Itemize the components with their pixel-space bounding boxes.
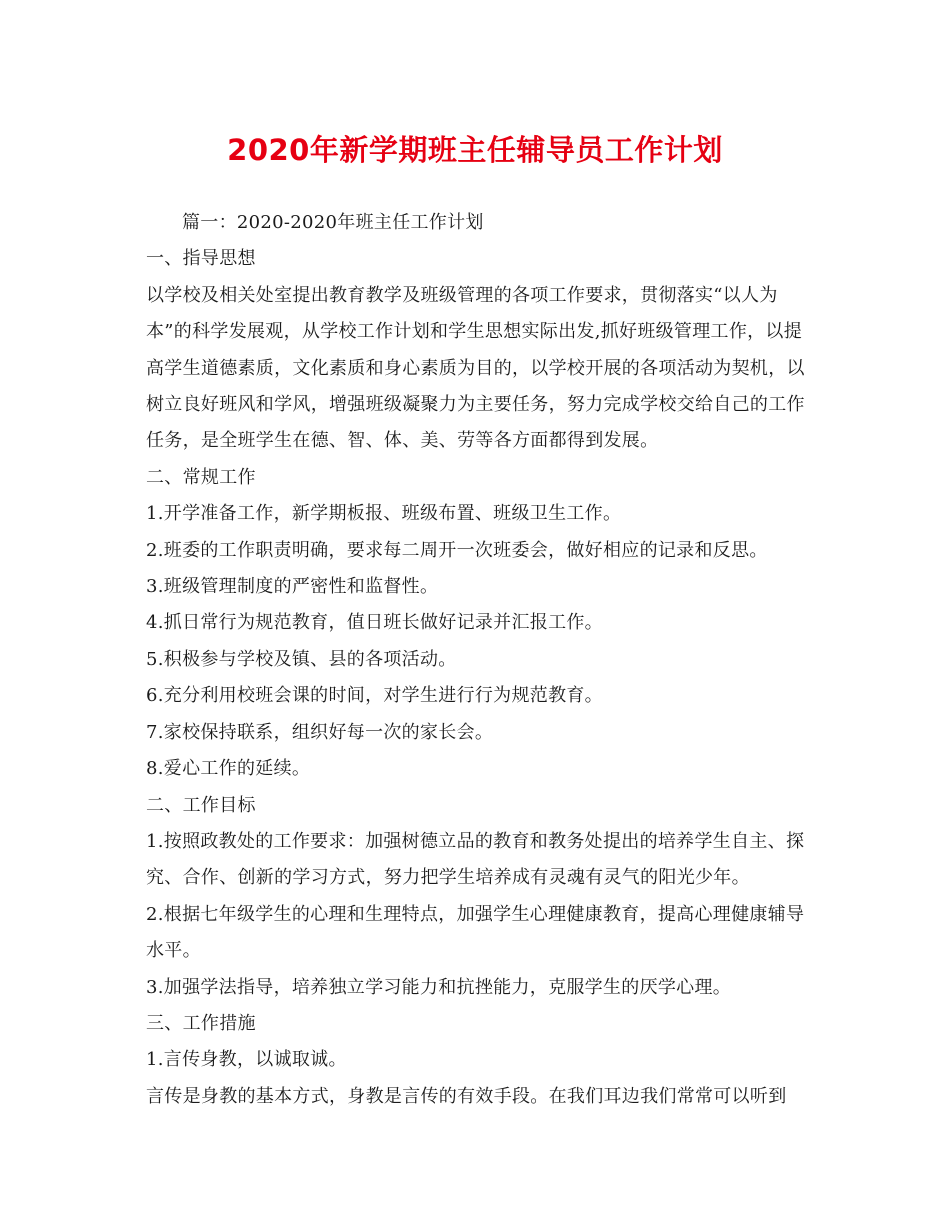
list-item: 3.加强学法指导，培养独立学习能力和抗挫能力，克服学生的厌学心理。 (146, 976, 732, 998)
list-item: 2.班委的工作职责明确，要求每二周开一次班委会，做好相应的记录和反思。 (146, 539, 768, 561)
list-item: 2.根据七年级学生的心理和生理特点，加强学生心理健康教育，提高心理健康辅导水平。 (146, 903, 805, 962)
list-item: 8.爱心工作的延续。 (146, 758, 311, 780)
list-item: 4.抓日常行为规范教育，值日班长做好记录并汇报工作。 (146, 612, 603, 634)
list-item: 1.开学准备工作，新学期板报、班级布置、班级卫生工作。 (146, 503, 622, 525)
list-item: 5.积极参与学校及镇、县的各项活动。 (146, 648, 457, 670)
list-item: 1.言传身教，以诚取诚。 (146, 1049, 347, 1071)
section-heading-work-goals: 二、工作目标 (146, 794, 256, 816)
body-paragraph: 以学校及相关处室提出教育教学及班级管理的各项工作要求，贯彻落实“以人为本”的科学发展观，从学校工作计划和学生思想实际出发,抓好班级管理工作，以提高学生道德素质，文化素质和身心素质为目的，以学校开展的各项活动为契机，以树立良好班风和学风，增强班级凝聚力为主要任务，努力完成学校交给自己的工作任务，是全班学生在德、智、体、美、劳等各方面都得到发展。 (146, 284, 805, 452)
list-item: 6.充分利用校班会课的时间，对学生进行行为规范教育。 (146, 685, 603, 707)
document-body (146, 205, 816, 1115)
section-heading-work-measures: 三、工作措施 (146, 1012, 256, 1034)
list-item: 3.班级管理制度的严密性和监督性。 (146, 576, 439, 598)
subtitle-paragraph: 篇一：2020-2020年班主任工作计划 (182, 212, 484, 233)
section-heading-guiding-ideology: 一、指导思想 (146, 248, 256, 270)
section-heading-routine-work: 二、常规工作 (146, 466, 256, 488)
body-paragraph: 言传是身教的基本方式，身教是言传的有效手段。在我们耳边我们常常可以听到 (146, 1085, 787, 1107)
document-title: 2020年新学期班主任辅导员工作计划 (227, 133, 723, 167)
list-item: 7.家校保持联系，组织好每一次的家长会。 (146, 721, 494, 743)
list-item: 1.按照政教处的工作要求：加强树德立品的教育和教务处提出的培养学生自主、探究、合作、创新的学习方式，努力把学生培养成有灵魂有灵气的阳光少年。 (146, 830, 805, 889)
